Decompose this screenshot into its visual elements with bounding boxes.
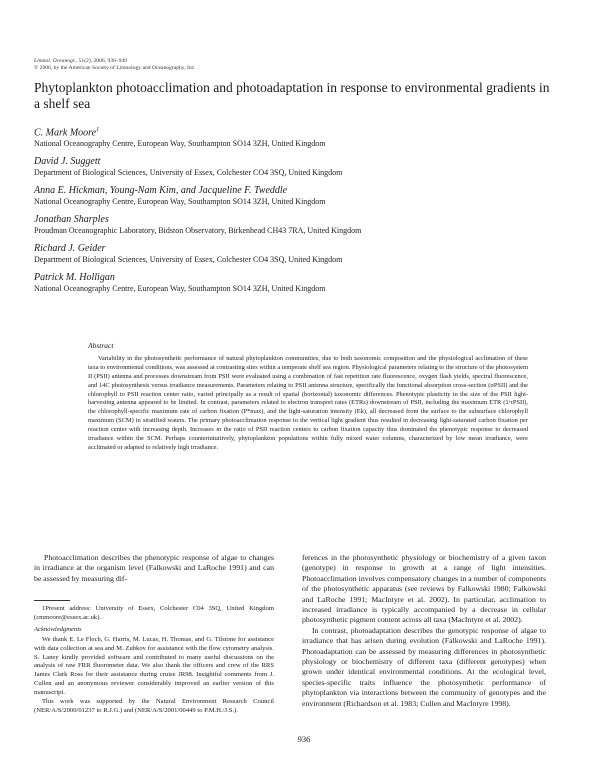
abstract bbox=[88, 342, 528, 453]
paper-title: Phytoplankton photoacclimation and photoadaptation in response to environmental gradients in a shelf sea bbox=[34, 80, 550, 111]
author-block bbox=[34, 243, 554, 265]
body-paragraph: ferences in the photosynthetic physiology or biochemistry of a given taxon (genotype) in response to growth at a range of light intensities. Photoacclimation involves compensatory changes in a number of components of the photosynthetic apparatus (see reviews by Falkowski 1980; Falkowski and LaRoche 1991; MacIntyre et al. 2002). In particular, acclimation to increased irradiance is typically accompanied by a decrease in cellular photosynthetic pigment content across all taxa (MacIntyre et al. 2002). bbox=[302, 553, 546, 625]
funding-text: This work was supported by the Natural Environment Research Council (NER/A/S/2000/01237 to R.J.G.) and (NER/A/S/2001/00449 to P.M.H./J.S.). bbox=[34, 698, 274, 714]
author-affiliation: National Oceanography Centre, European Way, Southampton SO14 3ZH, United Kingdom bbox=[34, 284, 326, 294]
author-block bbox=[34, 156, 554, 178]
page-number: 936 bbox=[297, 734, 311, 744]
author-name: C. Mark Moore bbox=[34, 127, 97, 139]
author-name: David J. Suggett bbox=[34, 156, 101, 168]
author-name: Patrick M. Holligan bbox=[34, 272, 115, 284]
abstract-heading: Abstract bbox=[88, 341, 114, 350]
author-block bbox=[34, 272, 554, 294]
author-affiliation: National Oceanography Centre, European Way, Southampton SO14 3ZH, United Kingdom bbox=[34, 197, 326, 207]
author-affiliation: Department of Biological Sciences, University of Essex, Colchester CO4 3SQ, United Kingdom bbox=[34, 255, 343, 265]
right-column bbox=[302, 553, 546, 709]
author-affiliation: Proudman Oceanographic Laboratory, Bidston Observatory, Birkenhead CH43 7RA, United Kingdom bbox=[34, 226, 362, 236]
abstract-text: Variability in the photosynthetic performance of natural phytoplankton communities, due to both taxonomic composition and the physiological acclimation of these taxa to environmental conditions, was assessed at contrasting sites within a temperate shelf sea region. Physiological parameters relating to the structure of the photosystem II (PSII) antenna and processes downstream from PSII were evaluated using a combination of fast repetition rate fluorescence, oxygen flash yields, spectral fluorescence, and 14C photosynthesis versus irradiance measurements. Parameters relating to PSII antenna structure, specifically the functional absorption cross-section (σPSII) and the chlorophyll to PSII reaction center ratio, varied principally as a result of spatial (horizontal) taxonomic differences. Phenotypic plasticity in the size of the PSII light-harvesting antenna appeared to be limited. In contrast, parameters related to electron transport rates (ETRs) downstream of PSII, including the maximum ETR (1/τPSII), the chlorophyll-specific maximum rate of carbon fixation (P*max), and the light-saturation intensity (Ek), all decreased from the surface to the subsurface chlorophyll maximum (SCM) in stratified waters. The primary photoacclimation response to the vertical light gradient thus resulted in decreasing light-saturated carbon fixation per reaction center with increasing depth. Increases in the ratio of PSII reaction centers to carbon fixation capacity thus dominated the phenotypic response to decreased irradiance within the SCM. Perhaps counterintuitively, phytoplankton populations within fully mixed water columns, characterized by low mean irradiance, were acclimated or adapted to relatively high irradiance. bbox=[88, 354, 528, 451]
footnote-mark: 1 bbox=[96, 127, 100, 133]
journal-volume: , 51(2), 2006, 936–949 bbox=[75, 58, 128, 64]
author-block bbox=[34, 214, 554, 236]
body-paragraph: In contrast, photoadaptation describes the genotypic response of algae to irradiance that has arisen during evolution (Falkowski and LaRoche 1991). Photoadaptation can be assessed by measuring differences in photosynthetic physiology or biochemistry of different taxa (different genotypes) when grown under identical environmental conditions. At the ecological level, species-specific traits influence the photosynthetic performance of phytoplankton via interactions between the community of genotypes and the environment (Richardson et al. 1983; Cullen and MacIntyre 1998). bbox=[302, 625, 546, 708]
author-block bbox=[34, 124, 554, 149]
author-list bbox=[34, 124, 554, 301]
author-block bbox=[34, 185, 554, 207]
paper-page bbox=[34, 0, 574, 776]
present-address-footnote: 1Present address: University of Essex, Colchester C04 3SQ, United Kingdom (cmmoore@essex.ac.uk). bbox=[34, 605, 274, 621]
author-affiliation: National Oceanography Centre, European Way, Southampton SO14 3ZH, United Kingdom bbox=[34, 139, 326, 149]
author-affiliation: Department of Biological Sciences, University of Essex, Colchester CO4 3SQ, United Kingdom bbox=[34, 168, 343, 178]
author-name: Jonathan Sharples bbox=[34, 214, 109, 226]
author-name: Anna E. Hickman, Young-Nam Kim, and Jacqueline F. Tweddle bbox=[34, 185, 288, 197]
left-column-intro bbox=[34, 553, 274, 584]
author-name: Richard J. Geider bbox=[34, 243, 106, 255]
journal-citation bbox=[34, 58, 196, 72]
footnotes bbox=[34, 605, 274, 716]
footnote-divider bbox=[34, 600, 70, 601]
acknowledgments-heading: Acknowledgments bbox=[34, 625, 82, 633]
journal-name: Limnol. Oceanogr. bbox=[34, 58, 76, 64]
copyright-line: © 2006, by the American Society of Limnology and Oceanography, Inc. bbox=[34, 65, 196, 71]
intro-paragraph: Photoacclimation describes the phenotypic response of algae to changes in irradiance at the organism level (Falkowski and LaRoche 1991) and can be assessed by measuring dif- bbox=[34, 553, 274, 583]
acknowledgments-text: We thank E. Le Floch, G. Harris, M. Lucas, H. Thomas, and G. Tilstone for assistance with data collection at sea and M. Zubkov for assistance with the flow cytometry analysis. S. Laney kindly provided software and contributed to many useful discussions on the analysis of raw FRR fluorometer data. We also thank the officers and crew of the RRS James Clark Ross for their assistance during cruise JR98. Insightful comments from J. Cullen and an anonymous reviewer considerably improved an earlier version of this manuscript. bbox=[34, 635, 274, 697]
